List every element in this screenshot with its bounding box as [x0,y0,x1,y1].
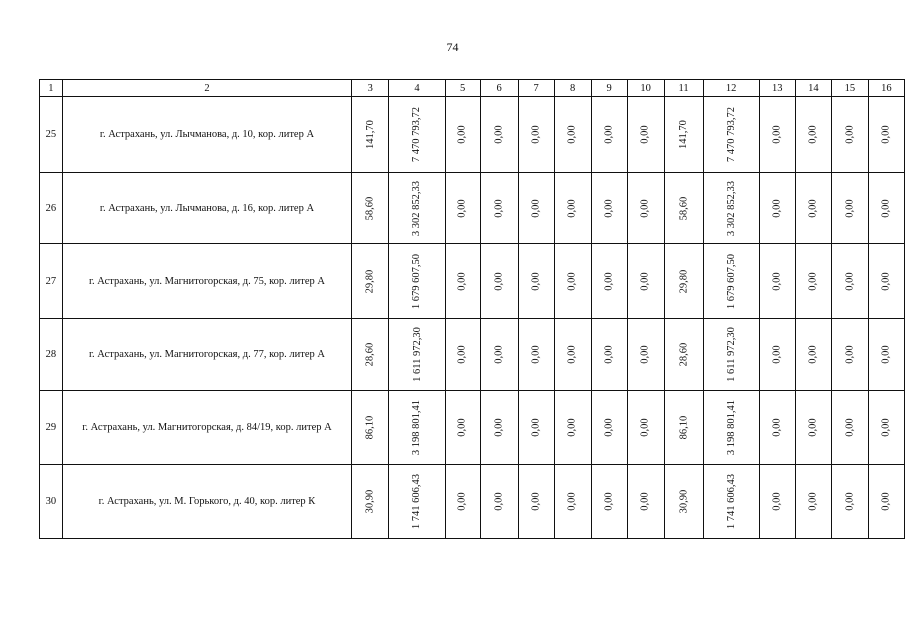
value-cell [389,97,445,173]
cell-value: 29,80 [364,269,376,293]
property-register-table [39,79,905,539]
cell-value: 0,00 [807,492,819,511]
value-cell [627,244,664,319]
value-cell [703,319,759,391]
cell-value: 0,00 [771,198,783,218]
value-cell [703,465,759,539]
value-cell [868,319,904,391]
value-cell [480,97,518,173]
cell-value: 0,00 [567,492,579,511]
cell-value: 3 302 852,33 [725,180,737,236]
address-cell: г. Астрахань, ул. М. Горького, д. 40, кор. литер К [62,465,352,539]
cell-value: 0,00 [493,345,505,364]
cell-value: 0,00 [493,125,505,144]
cell-value: 1 741 606,43 [411,473,423,530]
cell-value: 0,00 [493,198,505,218]
value-cell [591,244,627,319]
cell-value: 0,00 [530,271,542,291]
cell-value: 7 470 793,72 [411,106,423,163]
table-row [40,465,905,539]
cell-value: 0,00 [771,418,783,437]
column-header: 7 [518,80,554,97]
value-cell [795,391,831,465]
value-cell [554,244,591,319]
value-cell [591,173,627,244]
cell-value: 0,00 [530,125,542,144]
cell-value: 0,00 [567,198,579,218]
value-cell [795,173,831,244]
cell-value: 141,70 [678,120,690,149]
cell-value: 28,60 [364,342,376,367]
cell-value: 0,00 [567,125,579,144]
cell-value: 0,00 [640,271,652,291]
value-cell [389,319,445,391]
value-cell [703,173,759,244]
row-number: 25 [40,97,63,173]
value-cell [518,465,554,539]
value-cell [664,319,703,391]
row-number: 29 [40,391,63,465]
column-header: 13 [759,80,795,97]
row-number: 27 [40,244,63,319]
cell-value: 1 611 972,30 [411,327,423,382]
value-cell [389,244,445,319]
cell-value: 0,00 [844,345,856,364]
value-cell [518,173,554,244]
value-cell [445,173,480,244]
value-cell [352,97,389,173]
value-cell [591,391,627,465]
value-cell [445,465,480,539]
value-cell [831,465,868,539]
value-cell [480,391,518,465]
value-cell [703,97,759,173]
cell-value: 0,00 [640,345,652,364]
column-header: 14 [795,80,831,97]
row-number: 30 [40,465,63,539]
cell-value: 86,10 [364,415,376,440]
value-cell [554,319,591,391]
value-cell [352,465,389,539]
value-cell [831,319,868,391]
cell-value: 0,00 [880,418,892,437]
page-number: 74 [446,40,459,54]
value-cell [795,319,831,391]
row-number: 26 [40,173,63,244]
column-header: 1 [40,80,63,97]
cell-value: 0,00 [457,198,469,218]
value-cell [389,465,445,539]
value-cell [627,97,664,173]
table-row [40,173,905,244]
value-cell [868,244,904,319]
column-header: 2 [62,80,352,97]
value-cell [831,391,868,465]
cell-value: 0,00 [771,125,783,144]
cell-value: 141,70 [364,120,376,149]
value-cell [389,173,445,244]
cell-value: 29,80 [678,269,690,293]
value-cell [445,97,480,173]
cell-value: 0,00 [603,125,615,144]
value-cell [480,173,518,244]
cell-value: 0,00 [567,345,579,364]
cell-value: 0,00 [457,345,469,364]
value-cell [664,465,703,539]
cell-value: 0,00 [530,492,542,511]
cell-value: 0,00 [567,271,579,291]
cell-value: 1 611 972,30 [725,327,737,382]
cell-value: 0,00 [493,492,505,511]
cell-value: 0,00 [844,198,856,218]
value-cell [627,391,664,465]
cell-value: 30,90 [678,489,690,514]
value-cell [554,97,591,173]
column-header: 5 [445,80,480,97]
value-cell [664,391,703,465]
cell-value: 30,90 [364,489,376,514]
table-row [40,391,905,465]
cell-value: 0,00 [844,418,856,437]
value-cell [831,173,868,244]
value-cell [868,173,904,244]
cell-value: 1 741 606,43 [725,473,737,530]
cell-value: 0,00 [880,125,892,144]
value-cell [352,173,389,244]
cell-value: 0,00 [880,345,892,364]
cell-value: 0,00 [807,125,819,144]
cell-value: 0,00 [844,271,856,291]
value-cell [518,244,554,319]
value-cell [868,97,904,173]
value-cell [627,319,664,391]
cell-value: 0,00 [457,418,469,437]
value-cell [591,97,627,173]
cell-value: 0,00 [771,271,783,291]
cell-value: 0,00 [807,198,819,218]
column-header: 8 [554,80,591,97]
cell-value: 0,00 [807,271,819,291]
cell-value: 0,00 [844,492,856,511]
header-row [40,80,905,97]
value-cell [868,465,904,539]
address-cell: г. Астрахань, ул. Магнитогорская, д. 75, кор. литер А [62,244,352,319]
table-row [40,319,905,391]
value-cell [831,97,868,173]
cell-value: 0,00 [493,418,505,437]
cell-value: 7 470 793,72 [725,106,737,163]
column-header: 6 [480,80,518,97]
cell-value: 0,00 [457,271,469,291]
cell-value: 0,00 [771,345,783,364]
value-cell [352,244,389,319]
value-cell [554,465,591,539]
cell-value: 0,00 [603,198,615,218]
value-cell [664,244,703,319]
address-cell: г. Астрахань, ул. Магнитогорская, д. 77, кор. литер А [62,319,352,391]
value-cell [518,319,554,391]
value-cell [868,391,904,465]
value-cell [480,244,518,319]
value-cell [627,173,664,244]
value-cell [759,391,795,465]
value-cell [664,97,703,173]
cell-value: 58,60 [678,196,690,220]
value-cell [703,391,759,465]
cell-value: 0,00 [640,198,652,218]
table-row [40,244,905,319]
row-number: 28 [40,319,63,391]
value-cell [703,244,759,319]
value-cell [554,173,591,244]
value-cell [480,319,518,391]
value-cell [389,391,445,465]
cell-value: 0,00 [880,198,892,218]
value-cell [591,319,627,391]
cell-value: 0,00 [844,125,856,144]
value-cell [759,319,795,391]
cell-value: 0,00 [880,492,892,511]
cell-value: 1 679 607,50 [411,253,423,309]
value-cell [795,465,831,539]
address-cell: г. Астрахань, ул. Лычманова, д. 16, кор. литер А [62,173,352,244]
cell-value: 0,00 [807,345,819,364]
cell-value: 0,00 [640,125,652,144]
cell-value: 3 198 801,41 [411,399,423,456]
cell-value: 0,00 [567,418,579,437]
value-cell [445,319,480,391]
address-cell: г. Астрахань, ул. Лычманова, д. 10, кор. литер А [62,97,352,173]
cell-value: 0,00 [530,198,542,218]
value-cell [795,97,831,173]
value-cell [759,244,795,319]
cell-value: 0,00 [603,418,615,437]
cell-value: 0,00 [771,492,783,511]
value-cell [480,465,518,539]
address-cell: г. Астрахань, ул. Магнитогорская, д. 84/19, кор. литер А [62,391,352,465]
cell-value: 1 679 607,50 [725,253,737,309]
cell-value: 0,00 [493,271,505,291]
value-cell [591,465,627,539]
cell-value: 0,00 [603,492,615,511]
cell-value: 0,00 [640,492,652,511]
cell-value: 0,00 [457,492,469,511]
cell-value: 0,00 [640,418,652,437]
value-cell [554,391,591,465]
value-cell [627,465,664,539]
column-header: 4 [389,80,445,97]
column-header: 16 [868,80,904,97]
value-cell [518,391,554,465]
column-header: 11 [664,80,703,97]
cell-value: 0,00 [603,345,615,364]
column-header: 9 [591,80,627,97]
cell-value: 0,00 [457,125,469,144]
column-header: 3 [352,80,389,97]
value-cell [831,244,868,319]
cell-value: 0,00 [530,345,542,364]
value-cell [759,465,795,539]
cell-value: 86,10 [678,415,690,440]
column-header: 12 [703,80,759,97]
value-cell [352,391,389,465]
column-header: 15 [831,80,868,97]
value-cell [759,173,795,244]
cell-value: 0,00 [530,418,542,437]
cell-value: 3 198 801,41 [725,399,737,456]
cell-value: 0,00 [807,418,819,437]
table-row [40,97,905,173]
value-cell [518,97,554,173]
value-cell [795,244,831,319]
column-header: 10 [627,80,664,97]
value-cell [352,319,389,391]
value-cell [445,244,480,319]
cell-value: 0,00 [603,271,615,291]
value-cell [664,173,703,244]
value-cell [445,391,480,465]
cell-value: 0,00 [880,271,892,291]
value-cell [759,97,795,173]
cell-value: 3 302 852,33 [411,180,423,236]
cell-value: 28,60 [678,342,690,367]
cell-value: 58,60 [364,196,376,220]
